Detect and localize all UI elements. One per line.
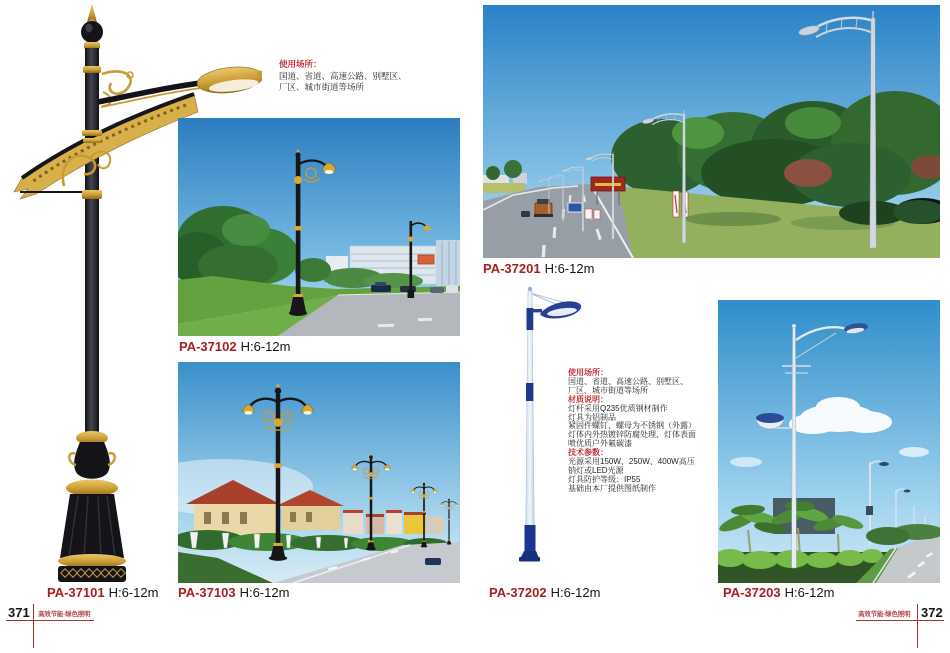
usage-note-line: 厂区、城市街道等场所 (279, 82, 365, 92)
spec-usage-line: 厂区、城市街道等场所 (568, 385, 648, 395)
spec-usage-line: 国道、省道、高速公路、别墅区、 (568, 376, 688, 386)
spec-material-heading: 材质说明： (568, 394, 608, 404)
product-label-pa-37201 (483, 261, 594, 276)
product-spec: H:6-12m (239, 585, 290, 600)
spec-material-line: 灯具为铝制品 (568, 412, 616, 422)
footer-slogan-left: 高效节能·绿色照明 (38, 611, 91, 618)
spec-material-line: 灯体内外热镀锌防腐处理，灯体表面 (568, 430, 696, 440)
product-code: PA-37202 (489, 585, 547, 600)
product-spec: H:6-12m (784, 585, 835, 600)
spec-material-line: 紧固件螺钉、螺母为不锈钢（外露） (568, 421, 696, 431)
spec-tech-heading: 技术参数： (568, 448, 608, 458)
product-spec: H:6-12m (108, 585, 159, 600)
product-spec: H:6-12m (550, 585, 601, 600)
product-label-pa-37101 (47, 585, 158, 600)
spec-material-line: 灯杆采用Q235优质钢材制作 (568, 403, 668, 413)
product-label-pa-37103 (178, 585, 289, 600)
product-spec: H:6-12m (544, 261, 595, 276)
usage-note-line: 国道、省道、高速公路、别墅区、 (279, 70, 407, 81)
product-photo-pa-37201 (483, 5, 940, 258)
spec-usage-heading: 使用场所： (568, 368, 608, 377)
product-label-pa-37202 (489, 585, 600, 600)
usage-note-heading: 使用场所： (279, 59, 322, 69)
product-photo-pa-37203 (718, 300, 940, 583)
product-photo-pa-37102 (178, 118, 460, 336)
spec-tech-line: 灯具防护等级：IP55 (568, 474, 641, 484)
usage-note (279, 59, 429, 94)
product-code: PA-37201 (483, 261, 541, 276)
spec-tech-line: 基础由本厂提供图纸制作 (568, 483, 656, 493)
spec-tech-line: 钠灯或LED光源 (568, 465, 624, 475)
footer-underline-right (856, 620, 944, 621)
footer-divider-right (917, 604, 918, 648)
page-number-left: 371 (8, 605, 30, 620)
product-label-pa-37102 (179, 339, 290, 354)
footer-slogan-right: 高效节能·绿色照明 (858, 611, 911, 618)
product-label-pa-37203 (723, 585, 834, 600)
product-code: PA-37101 (47, 585, 105, 600)
product-photo-pa-37103 (178, 362, 460, 583)
spec-tech-line: 光源采用150W、250W、400W高压 (568, 457, 695, 467)
product-code: PA-37203 (723, 585, 781, 600)
product-code: PA-37102 (179, 339, 237, 354)
product-code: PA-37103 (178, 585, 236, 600)
page-number-right: 372 (921, 605, 943, 620)
footer-divider-left (33, 604, 34, 648)
footer-underline-left (6, 620, 94, 621)
product-spec: H:6-12m (240, 339, 291, 354)
spec-material-line: 喷优质户外氟碳漆 (568, 439, 632, 449)
